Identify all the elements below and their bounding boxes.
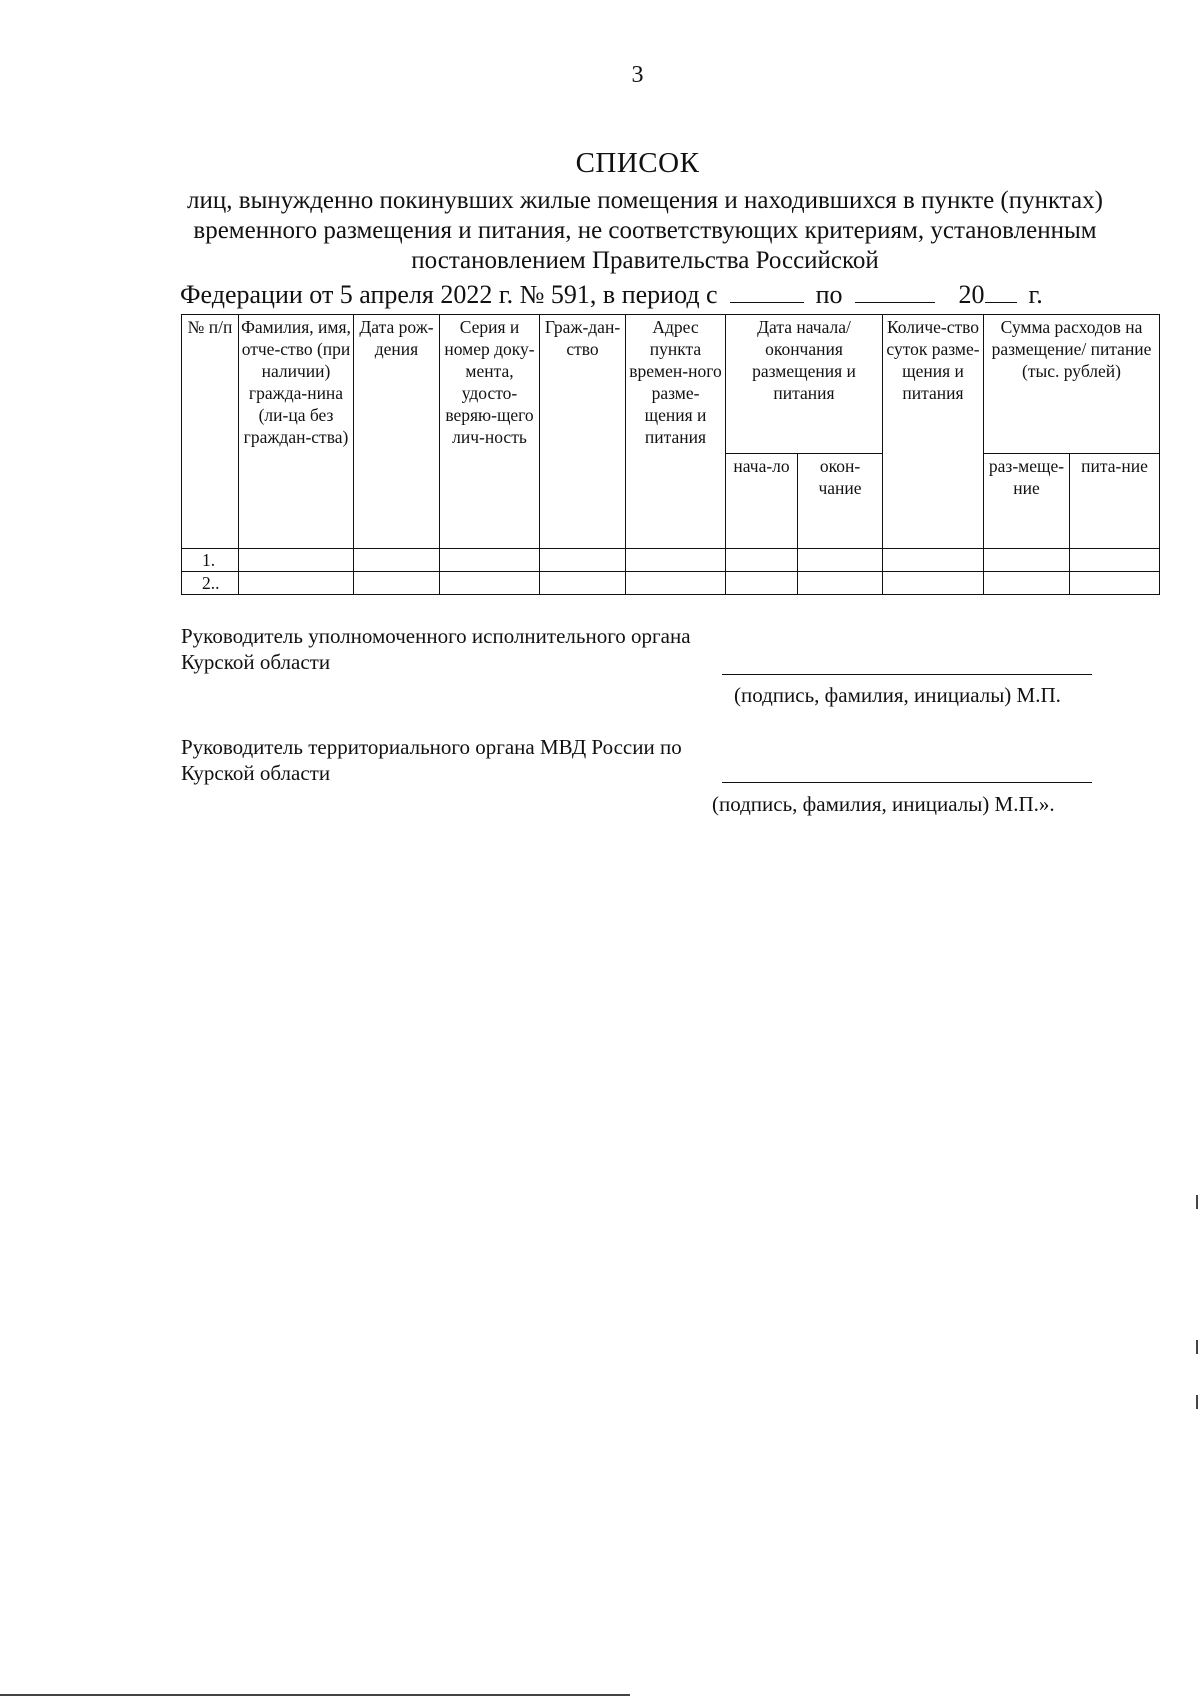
table-cell xyxy=(540,572,626,595)
table-cell xyxy=(883,549,984,572)
header-birth-date: Дата рож-дения xyxy=(354,315,440,549)
signature-title-2: Руководитель территориального органа МВД России по Курской области xyxy=(181,735,682,785)
period-prefix: Федерации от 5 апреля 2022 г. № 591, в период с xyxy=(180,280,718,309)
row-number: 2.. xyxy=(182,572,239,595)
table-cell xyxy=(798,572,883,595)
signature-caption-2: (подпись, фамилия, инициалы) М.П.». xyxy=(712,792,1055,816)
table-cell xyxy=(626,572,726,595)
register-table xyxy=(181,314,1160,595)
table-cell xyxy=(239,549,354,572)
period-start-blank xyxy=(730,280,804,303)
scan-edge-line xyxy=(0,1694,630,1696)
table-cell xyxy=(984,549,1070,572)
document-subtitle: лиц, вынужденно покинувших жилые помещения и находившихся в пункте (пунктах) временного размещения и питания, не соответствующих критериям, установленным постановлением Правительства Российской xyxy=(187,187,1103,274)
header-dates-end: окон-чание xyxy=(798,454,883,549)
header-costs-food: пита-ние xyxy=(1070,454,1160,549)
table-cell xyxy=(239,572,354,595)
table-cell xyxy=(1070,549,1160,572)
header-dates-start: нача-ло xyxy=(726,454,798,549)
scan-mark xyxy=(1196,1340,1198,1354)
table-cell xyxy=(726,572,798,595)
header-num: № п/п xyxy=(182,315,239,549)
period-to-label: по xyxy=(815,280,843,309)
page-number: 3 xyxy=(631,62,644,88)
table-cell xyxy=(540,549,626,572)
signature-line-2 xyxy=(722,782,1092,783)
table-cell xyxy=(1070,572,1160,595)
header-name: Фамилия, имя, отче-ство (при наличии) гражда-нина (ли-ца без граждан-ства) xyxy=(239,315,354,549)
document-title: СПИСОК xyxy=(575,147,700,179)
scan-mark xyxy=(1196,1395,1198,1409)
period-end-blank xyxy=(855,280,935,303)
table-cell xyxy=(440,549,540,572)
period-year-label: 20 xyxy=(958,280,985,309)
row-number: 1. xyxy=(182,549,239,572)
table-cell xyxy=(626,549,726,572)
table-cell xyxy=(354,549,440,572)
table-header-row xyxy=(182,315,1160,454)
table-cell xyxy=(984,572,1070,595)
period-year-suffix: г. xyxy=(1028,280,1043,309)
signature-caption-1: (подпись, фамилия, инициалы) М.П. xyxy=(734,683,1061,707)
header-days: Количе-ство суток разме-щения и питания xyxy=(883,315,984,549)
header-costs: Сумма расходов на размещение/ питание (тыс. рублей) xyxy=(984,315,1160,454)
signature-title-1: Руководитель уполномоченного исполнительного органа Курской области xyxy=(181,624,691,674)
table-row xyxy=(182,549,1160,572)
header-dates: Дата начала/ окончания размещения и питания xyxy=(726,315,883,454)
table-cell xyxy=(883,572,984,595)
signature-line-1 xyxy=(722,674,1092,675)
header-costs-lodging: раз-меще-ние xyxy=(984,454,1070,549)
table-cell xyxy=(726,549,798,572)
table-cell xyxy=(440,572,540,595)
period-line xyxy=(180,280,1043,310)
header-address: Адрес пункта времен-ного разме-щения и питания xyxy=(626,315,726,549)
period-year-blank xyxy=(985,280,1017,303)
header-citizenship: Граж-дан-ство xyxy=(540,315,626,549)
header-document: Серия и номер доку-мента, удосто-веряю-щего лич-ность xyxy=(440,315,540,549)
table-cell xyxy=(354,572,440,595)
table-row xyxy=(182,572,1160,595)
scan-mark xyxy=(1196,1195,1198,1209)
table-cell xyxy=(798,549,883,572)
